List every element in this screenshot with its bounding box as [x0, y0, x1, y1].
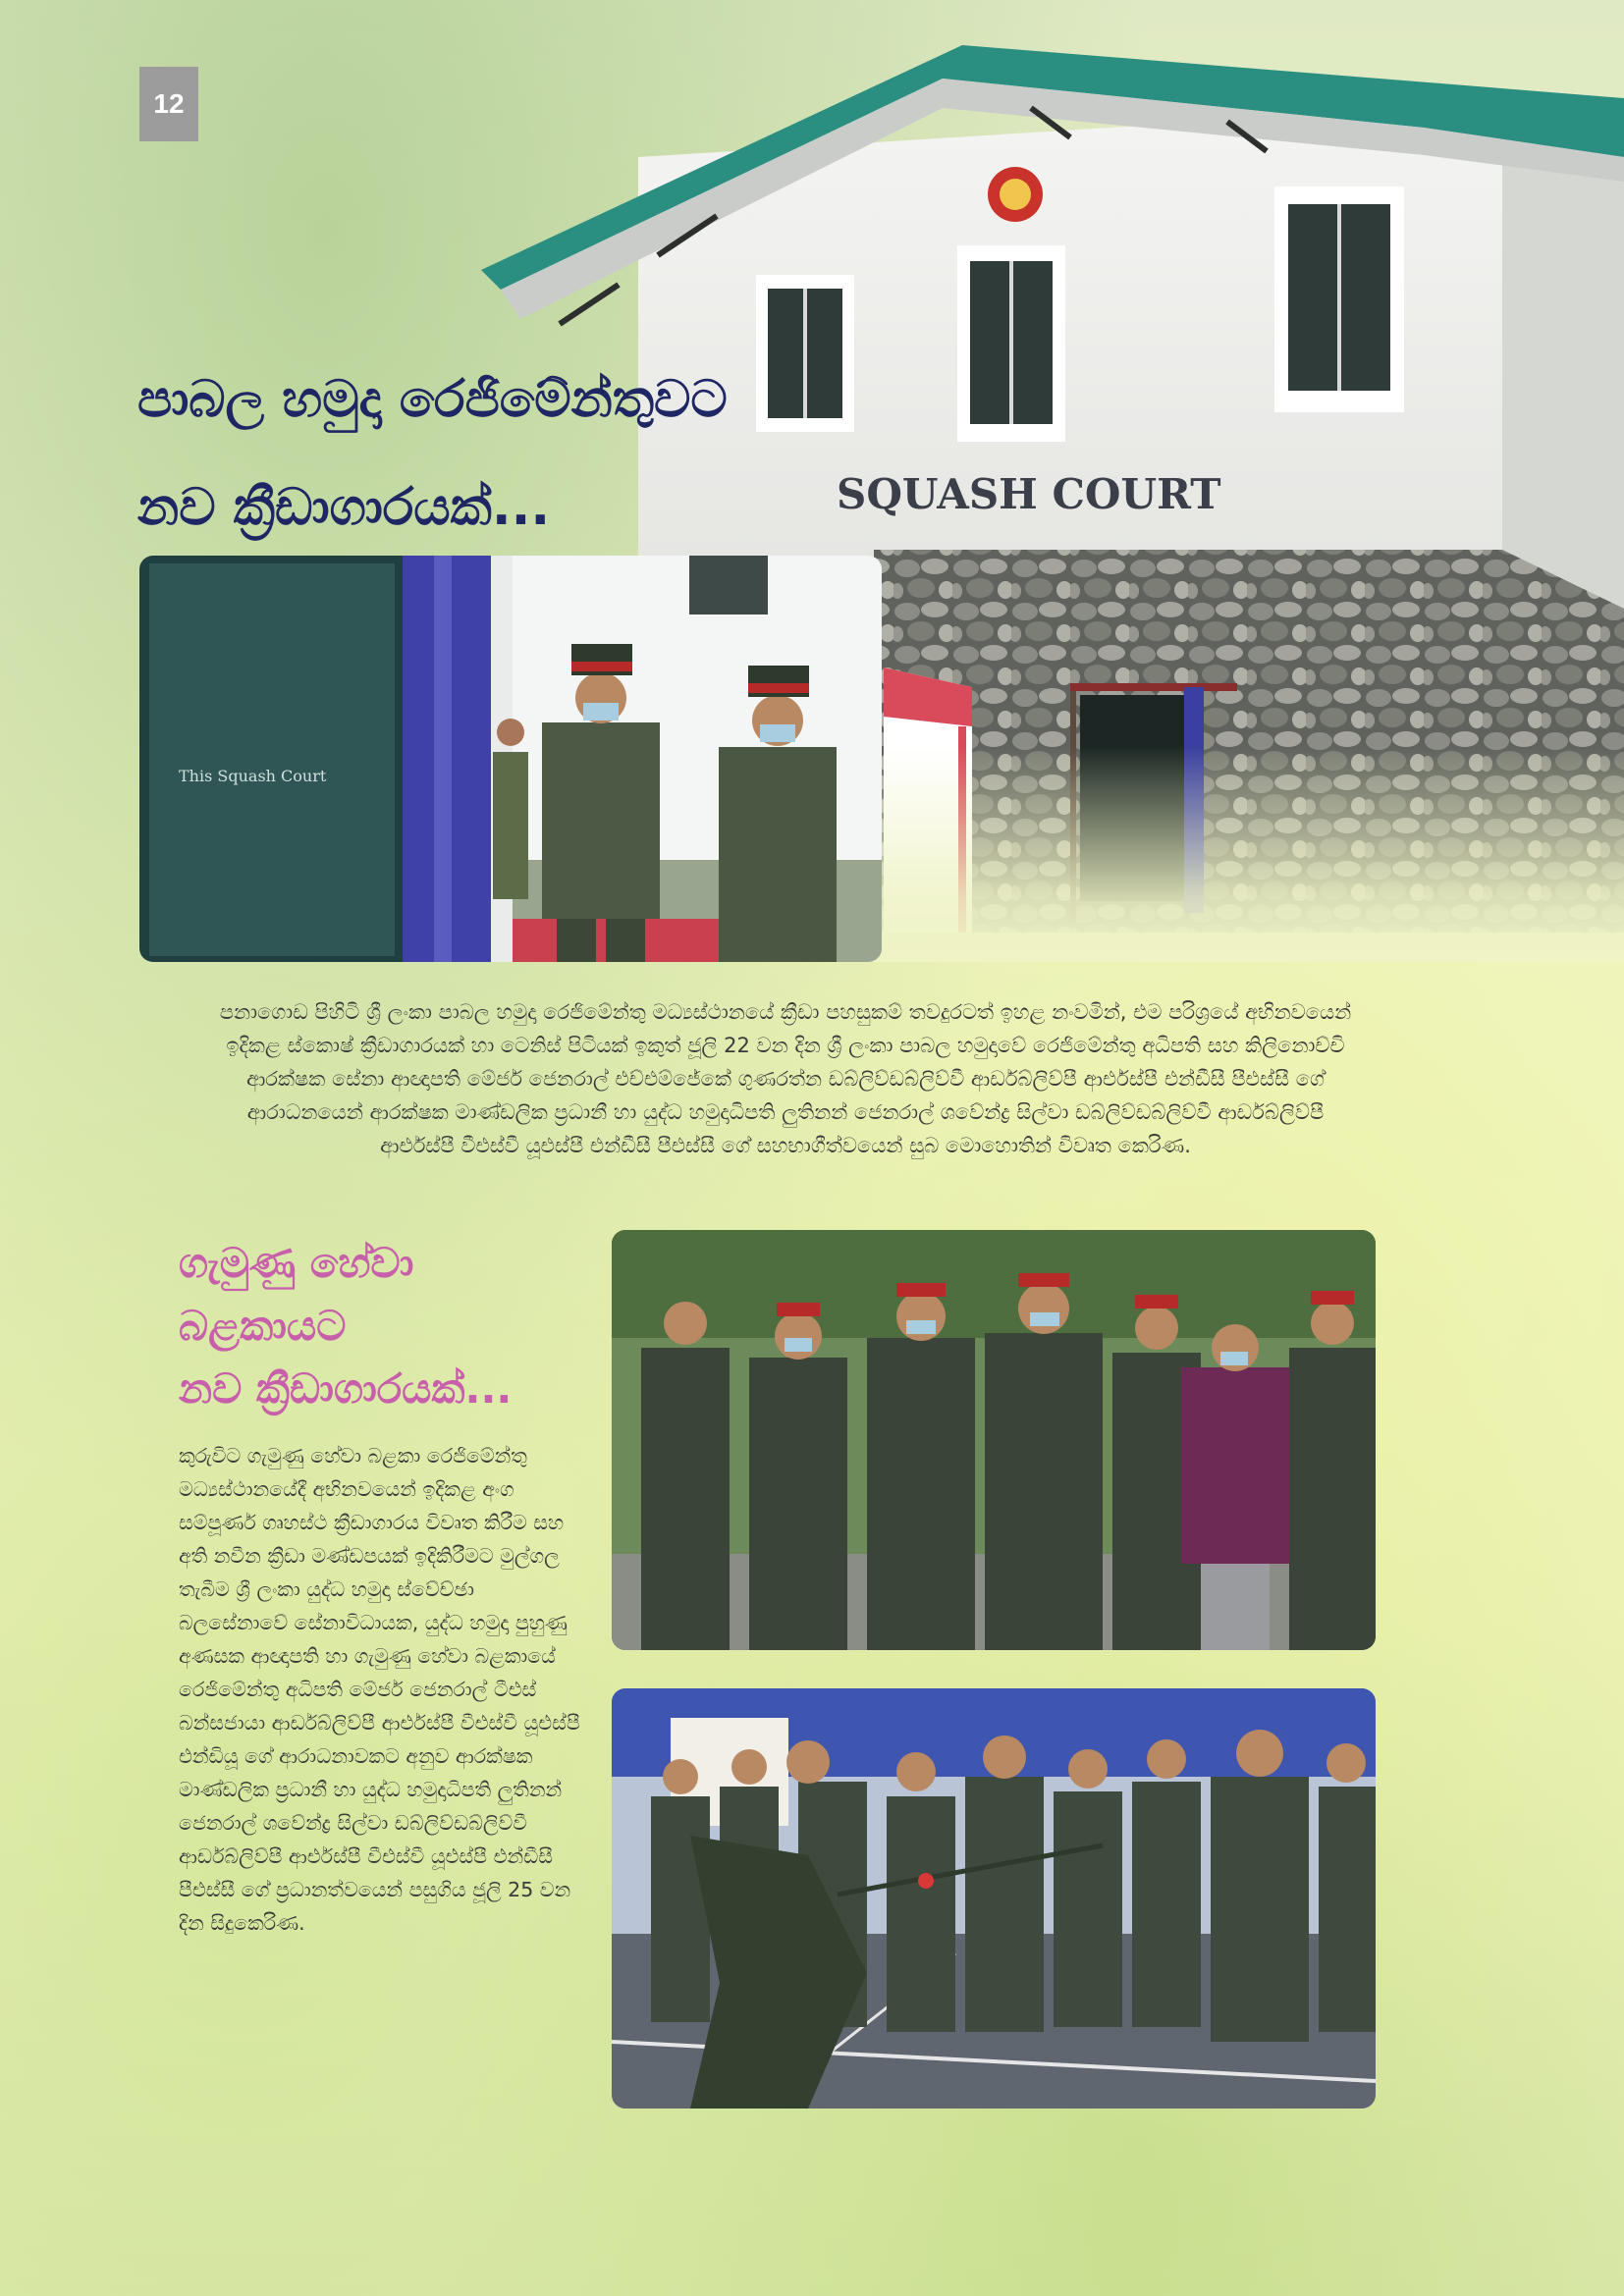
page-title-line-1: පාබල හමුදා රෙජිමේන්තුවට [137, 370, 728, 429]
plaque-heading-text: This Squash Court [179, 767, 327, 785]
second-story-title-line-3: නව ක්‍රීඩාගාරයක්... [179, 1364, 513, 1413]
second-story-body: කුරුවිට ගැමුණු හේවා බළකා රෙජිමේන්තු මධ්‍යස්ථානයේදී අභිනවයෙන් ඉදිකළ අංග සම්පූර්ණ ගෘහස්ථ ක්‍රීඩාගාරය විවෘත කිරීම සහ අති නවීන ක්‍රීඩා මණ්ඩපයක් ඉදිකිරීමට මුල්ගල තැබීම ශ්‍රී ලංකා යුද්ධ හමුදා ස්වේච්ඡා බලසේනාවේ සේනාවිධායක, යුද්ධ හමුදා පුහුණු අණසක ආඥාපති හා ගැමුණු හේවා බළකායේ රෙජිමේන්තු අධිපති මේජර් ජෙනරාල් ටීඑස් බන්සජායා ආර්ඩබ්ලිව්පී ආර්එස්පී වීඑස්වී යූඑස්පී එන්ඩියූ ගේ ආරාධනාවකට අනුව ආරක්ෂක මාණ්ඩලික ප්‍රධානී හා යුද්ධ හමුදාධිපති ලුතිනන් ජෙනරාල් ශවේන්ද්‍ර සිල්වා ඩබ්ලිව්ඩබ්ලිව්වී ආර්ඩබ්ලිව්පී ආර්එස්පී වීඑස්වී යූඑස්පී එන්ඩීසී පීඑස්සී ගේ ප්‍රධානත්වයෙන් පසුගිය ජූලි 25 වන දින සිදුකෙරිණ. [179, 1444, 580, 1935]
page-number-badge: 12 [139, 67, 198, 141]
intro-paragraph: පනාගොඩ පිහිටි ශ්‍රී ලංකා පාබල හමුදා රෙජිමේන්තු මධ්‍යස්ථානයේ ක්‍රීඩා පහසුකම් තවදුරටත් ඉහළ නංවමින්, එම පරිශ්‍රයේ අභිනවයෙන් ඉදිකළ ස්කොෂ් ක්‍රීඩාගාරයක් හා ටෙනිස් පිටියක් ඉකුත් ජූලි 22 වන දින ශ්‍රී ලංකා පාබල හමුදාවේ රෙජිමේන්තු අධිපති සහ කිලිනොච්චි ආරක්ෂක සේනා ආඥාපති මේජර් ජෙනරාල් එච්එම්ජේකේ ගුණරත්න ඩබ්ලිව්ඩබ්ලිව්වී ආර්ඩබ්ලිව්පී ආර්එස්පී එන්ඩීසී පීඑස්සී ගේ ආරාධනයෙන් ආරක්ෂක මාණ්ඩලික ප්‍රධානී හා යුද්ධ හමුදාධිපති ලුතිනන් ජෙනරාල් ශවේන්ද්‍ර සිල්වා ඩබ්ලිව්ඩබ්ලිව්වී ආර්ඩබ්ලිව්පී ආර්එස්පී වීඑස්වී යූඑස්පී එන්ඩීසී පීඑස්සී ගේ සහභාගීත්වයෙන් සුබ මොහොතින් විවෘත කෙරිණ. [219, 1000, 1352, 1157]
second-story-title-line-2: බළකායට [179, 1302, 347, 1350]
building-sign-text: SQUASH COURT [837, 470, 1221, 518]
second-story-title [179, 1232, 611, 1420]
plaque-unveiling-photo [139, 556, 882, 962]
page-title [137, 346, 746, 561]
ribbon-cutting-photo [612, 1688, 1376, 2109]
officers-group-photo [612, 1230, 1376, 1650]
page-title-line-2: නව ක්‍රීඩාගාරයක්... [137, 478, 551, 537]
second-story-title-line-1: ගැමුණු හේවා [179, 1239, 414, 1287]
